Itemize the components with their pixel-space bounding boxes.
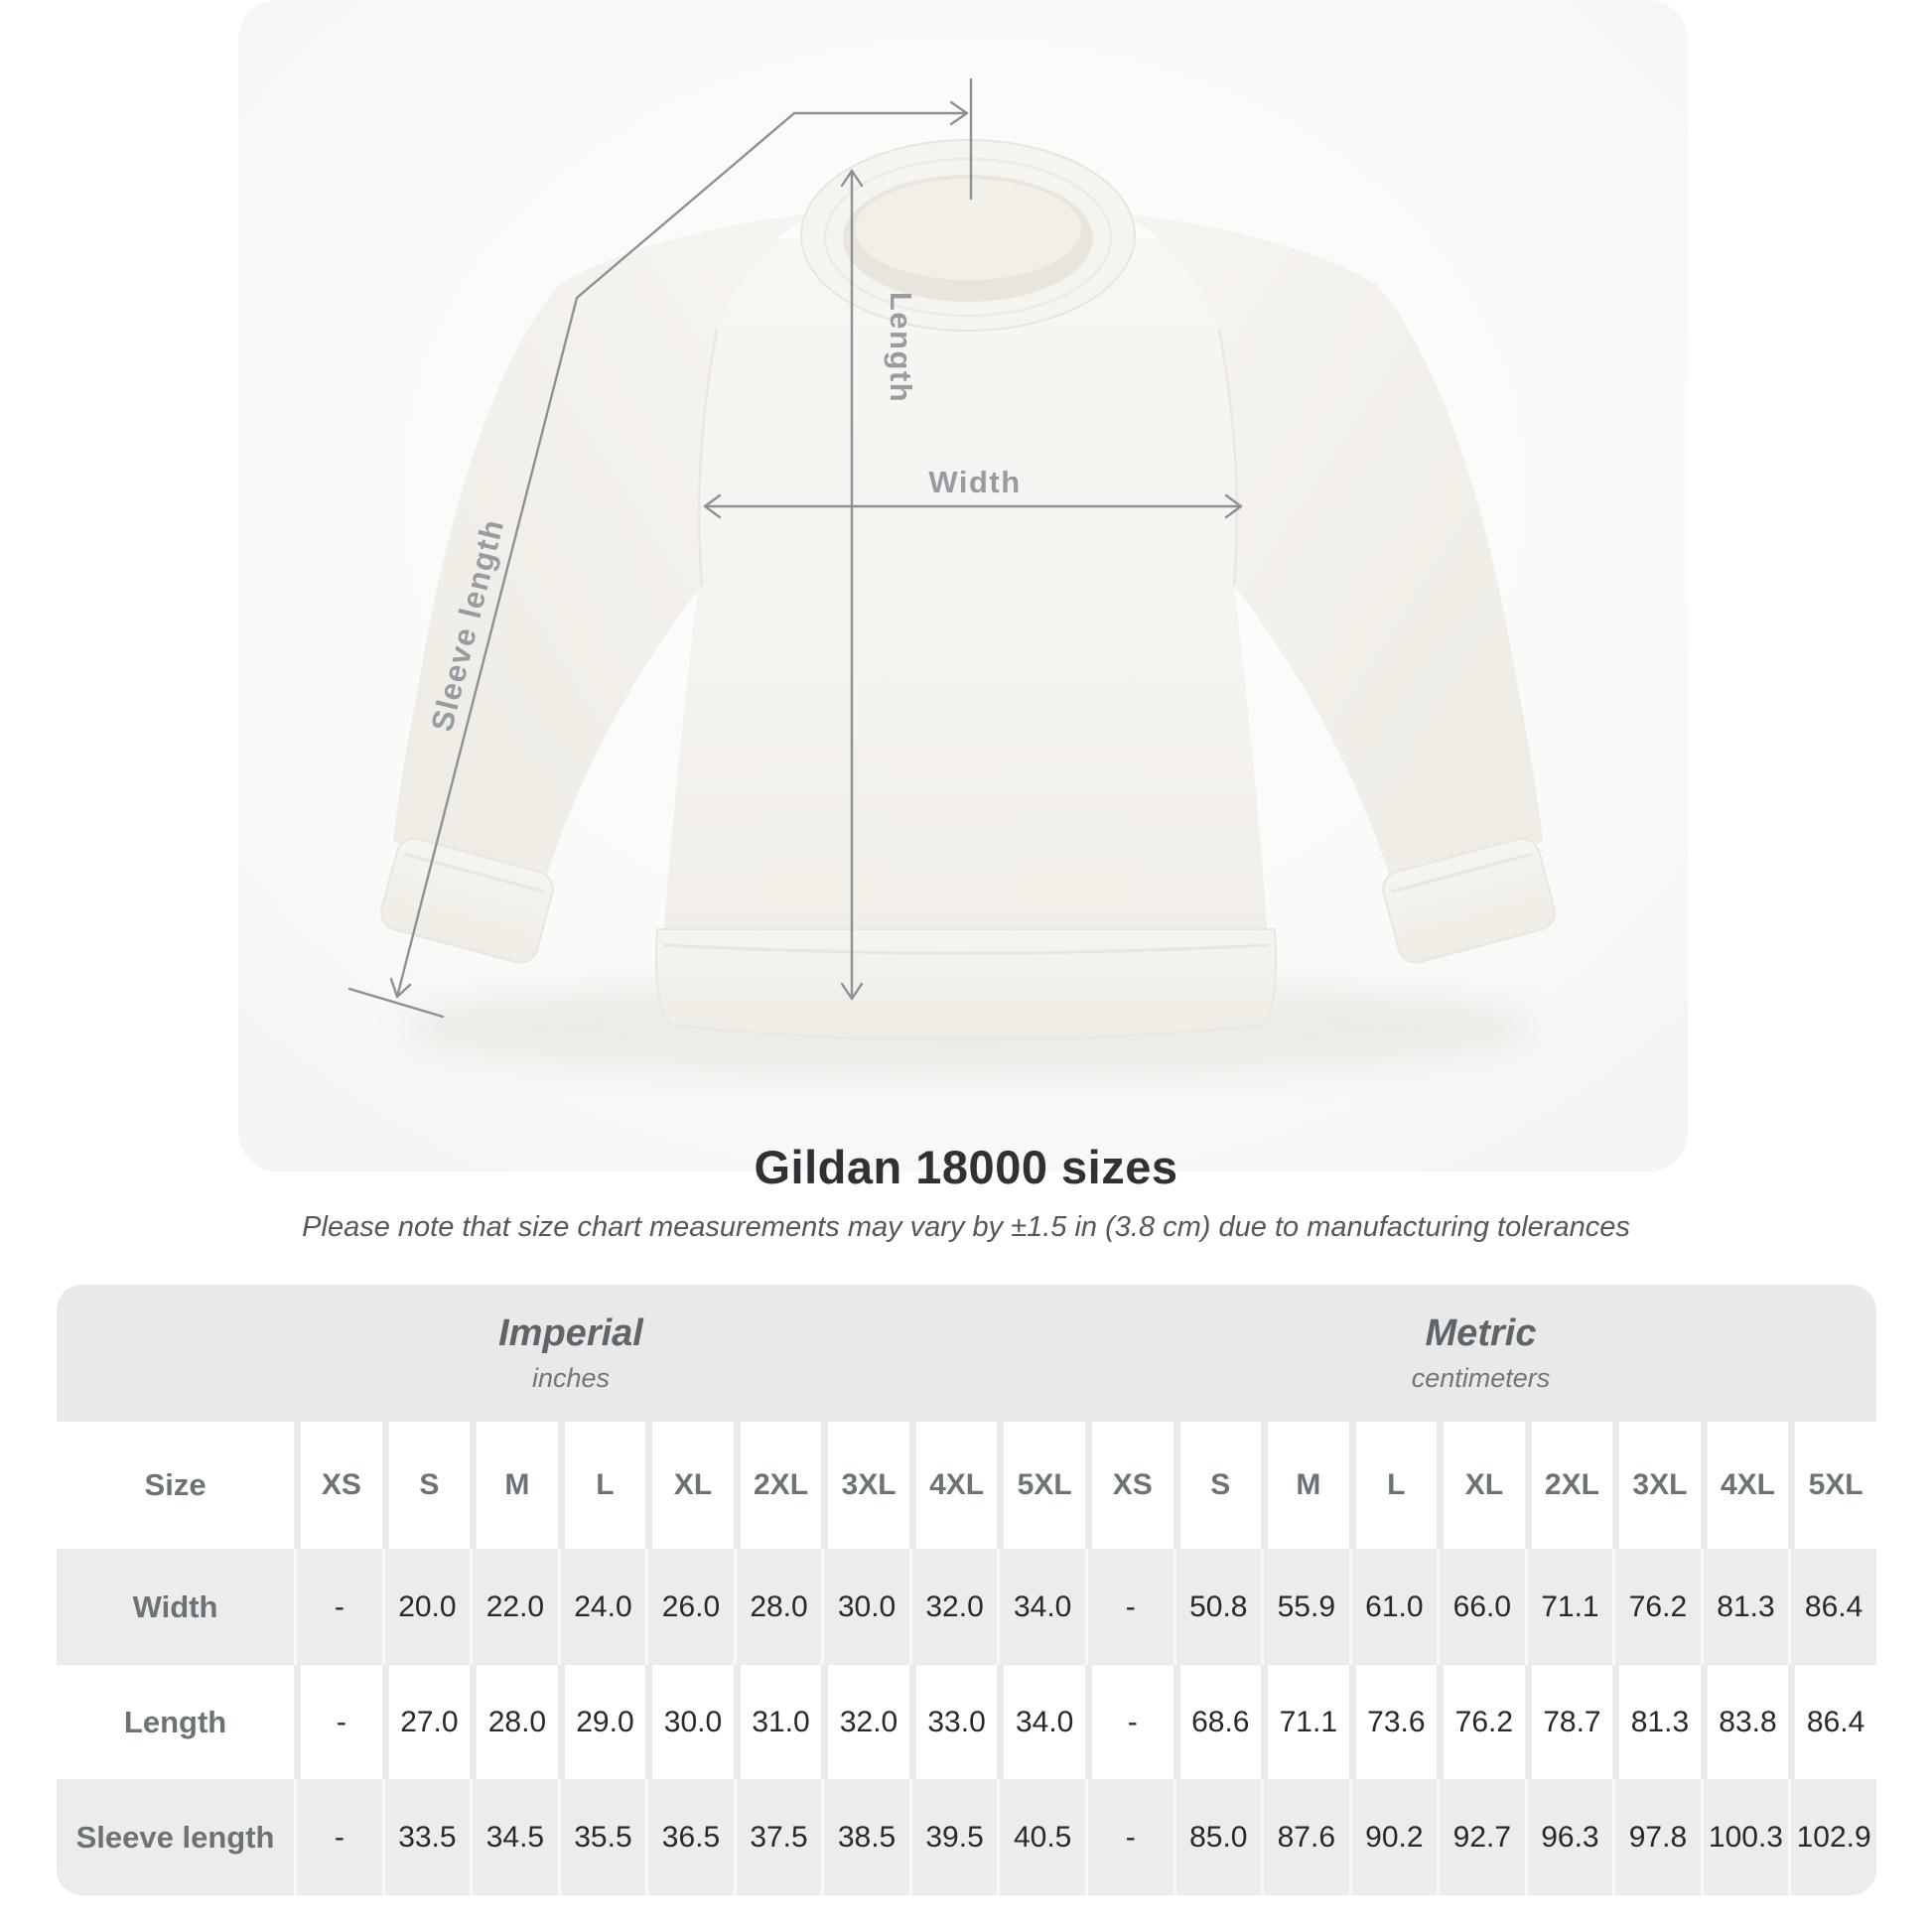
measurement-value-cell: 55.9 — [1261, 1549, 1349, 1665]
measurement-value-cell: 29.0 — [558, 1665, 646, 1779]
measurement-value-cell: - — [1085, 1779, 1173, 1895]
measurement-value-cell: 27.0 — [382, 1665, 471, 1779]
size-col-header: 3XL — [1612, 1422, 1701, 1549]
measurement-value-cell: 37.5 — [734, 1779, 822, 1895]
measurement-value-cell: 33.5 — [382, 1779, 471, 1895]
measurement-value-cell: 39.5 — [909, 1779, 998, 1895]
measurement-value-cell: 36.5 — [645, 1779, 734, 1895]
measurement-value-cell: 81.3 — [1701, 1549, 1789, 1665]
size-col-header: XL — [1437, 1422, 1525, 1549]
size-col-header: 5XL — [997, 1422, 1085, 1549]
measurement-value-cell: 20.0 — [382, 1549, 471, 1665]
size-col-header: M — [470, 1422, 558, 1549]
size-col-header: 5XL — [1788, 1422, 1876, 1549]
measurement-value-cell: 30.0 — [645, 1665, 734, 1779]
size-col-header: L — [558, 1422, 646, 1549]
size-table-body — [57, 1549, 1876, 1895]
measurement-value-cell: 86.4 — [1788, 1665, 1876, 1779]
measurement-value-cell: 35.5 — [558, 1779, 646, 1895]
measurement-value-cell: 96.3 — [1525, 1779, 1613, 1895]
measurement-value-cell: 83.8 — [1701, 1665, 1789, 1779]
size-corner-label: Size — [57, 1422, 294, 1549]
size-col-header: M — [1261, 1422, 1349, 1549]
measurement-row — [57, 1665, 1876, 1779]
measurement-value-cell: 38.5 — [821, 1779, 909, 1895]
imperial-band — [57, 1285, 1085, 1422]
measurement-value-cell: 34.5 — [470, 1779, 558, 1895]
measurement-value-cell: 86.4 — [1788, 1549, 1876, 1665]
measurement-value-cell: 28.0 — [734, 1549, 822, 1665]
measurement-value-cell: - — [294, 1779, 382, 1895]
measurement-value-cell: 78.7 — [1525, 1665, 1613, 1779]
measurement-value-cell: 50.8 — [1173, 1549, 1262, 1665]
measurement-row-label: Length — [57, 1665, 294, 1779]
measurement-value-cell: 87.6 — [1261, 1779, 1349, 1895]
width-measure-label: Width — [928, 465, 1022, 499]
measurement-row — [57, 1549, 1876, 1665]
measurement-value-cell: 26.0 — [645, 1549, 734, 1665]
measurement-row-label: Sleeve length — [57, 1779, 294, 1895]
measurement-value-cell: 71.1 — [1261, 1665, 1349, 1779]
size-col-header: L — [1349, 1422, 1438, 1549]
measurement-value-cell: 81.3 — [1612, 1665, 1701, 1779]
size-col-header: XS — [1085, 1422, 1173, 1549]
size-col-header: XS — [294, 1422, 382, 1549]
measurement-value-cell: 66.0 — [1437, 1549, 1525, 1665]
measurement-value-cell: 73.6 — [1349, 1665, 1438, 1779]
measurement-value-cell: 102.9 — [1788, 1779, 1876, 1895]
size-col-header: 3XL — [821, 1422, 909, 1549]
measurement-value-cell: 32.0 — [821, 1665, 909, 1779]
measurement-value-cell: 85.0 — [1173, 1779, 1262, 1895]
size-table — [57, 1285, 1876, 1895]
sleeve-measure-label: Sleeve length — [424, 514, 511, 736]
measurement-value-cell: - — [294, 1549, 382, 1665]
size-col-header: 2XL — [734, 1422, 822, 1549]
measurement-value-cell: 34.0 — [997, 1549, 1085, 1665]
size-col-header: 4XL — [909, 1422, 998, 1549]
size-table-panel — [57, 1285, 1876, 1895]
size-col-header: 4XL — [1701, 1422, 1789, 1549]
size-col-header: S — [382, 1422, 471, 1549]
length-measure-label: Length — [884, 291, 918, 404]
metric-sublabel: centimeters — [1411, 1363, 1551, 1393]
measurement-value-cell: 28.0 — [470, 1665, 558, 1779]
tolerance-note: Please note that size chart measurements may vary by ±1.5 in (3.8 cm) due to manufacturing tolerances — [302, 1211, 1630, 1243]
measurement-value-cell: 30.0 — [821, 1549, 909, 1665]
measurement-row — [57, 1779, 1876, 1895]
measurement-value-cell: 76.2 — [1437, 1665, 1525, 1779]
size-col-header: S — [1173, 1422, 1262, 1549]
measurement-value-cell: - — [294, 1665, 382, 1779]
measurement-value-cell: 100.3 — [1701, 1779, 1789, 1895]
size-col-header: 2XL — [1525, 1422, 1613, 1549]
unit-band-row — [57, 1285, 1876, 1422]
imperial-label: Imperial — [498, 1312, 643, 1354]
measurement-value-cell: 92.7 — [1437, 1779, 1525, 1895]
measurement-value-cell: 32.0 — [909, 1549, 998, 1665]
size-col-header: XL — [645, 1422, 734, 1549]
measurement-value-cell: - — [1085, 1549, 1173, 1665]
measurement-value-cell: 68.6 — [1173, 1665, 1262, 1779]
measurement-value-cell: 97.8 — [1612, 1779, 1701, 1895]
measurement-value-cell: 61.0 — [1349, 1549, 1438, 1665]
measurement-value-cell: 33.0 — [909, 1665, 998, 1779]
measurement-value-cell: - — [1085, 1665, 1173, 1779]
measurement-value-cell: 31.0 — [734, 1665, 822, 1779]
measurement-value-cell: 24.0 — [558, 1549, 646, 1665]
page-title: Gildan 18000 sizes — [754, 1141, 1178, 1193]
measurement-row-label: Width — [57, 1549, 294, 1665]
measurement-value-cell: 71.1 — [1525, 1549, 1613, 1665]
metric-band — [1085, 1285, 1876, 1422]
measurement-value-cell: 22.0 — [470, 1549, 558, 1665]
measurement-value-cell: 40.5 — [997, 1779, 1085, 1895]
size-header-row — [57, 1422, 1876, 1549]
measurement-value-cell: 34.0 — [997, 1665, 1085, 1779]
measurement-value-cell: 76.2 — [1612, 1549, 1701, 1665]
metric-label: Metric — [1425, 1312, 1537, 1354]
measurement-value-cell: 90.2 — [1349, 1779, 1438, 1895]
imperial-sublabel: inches — [531, 1363, 611, 1393]
